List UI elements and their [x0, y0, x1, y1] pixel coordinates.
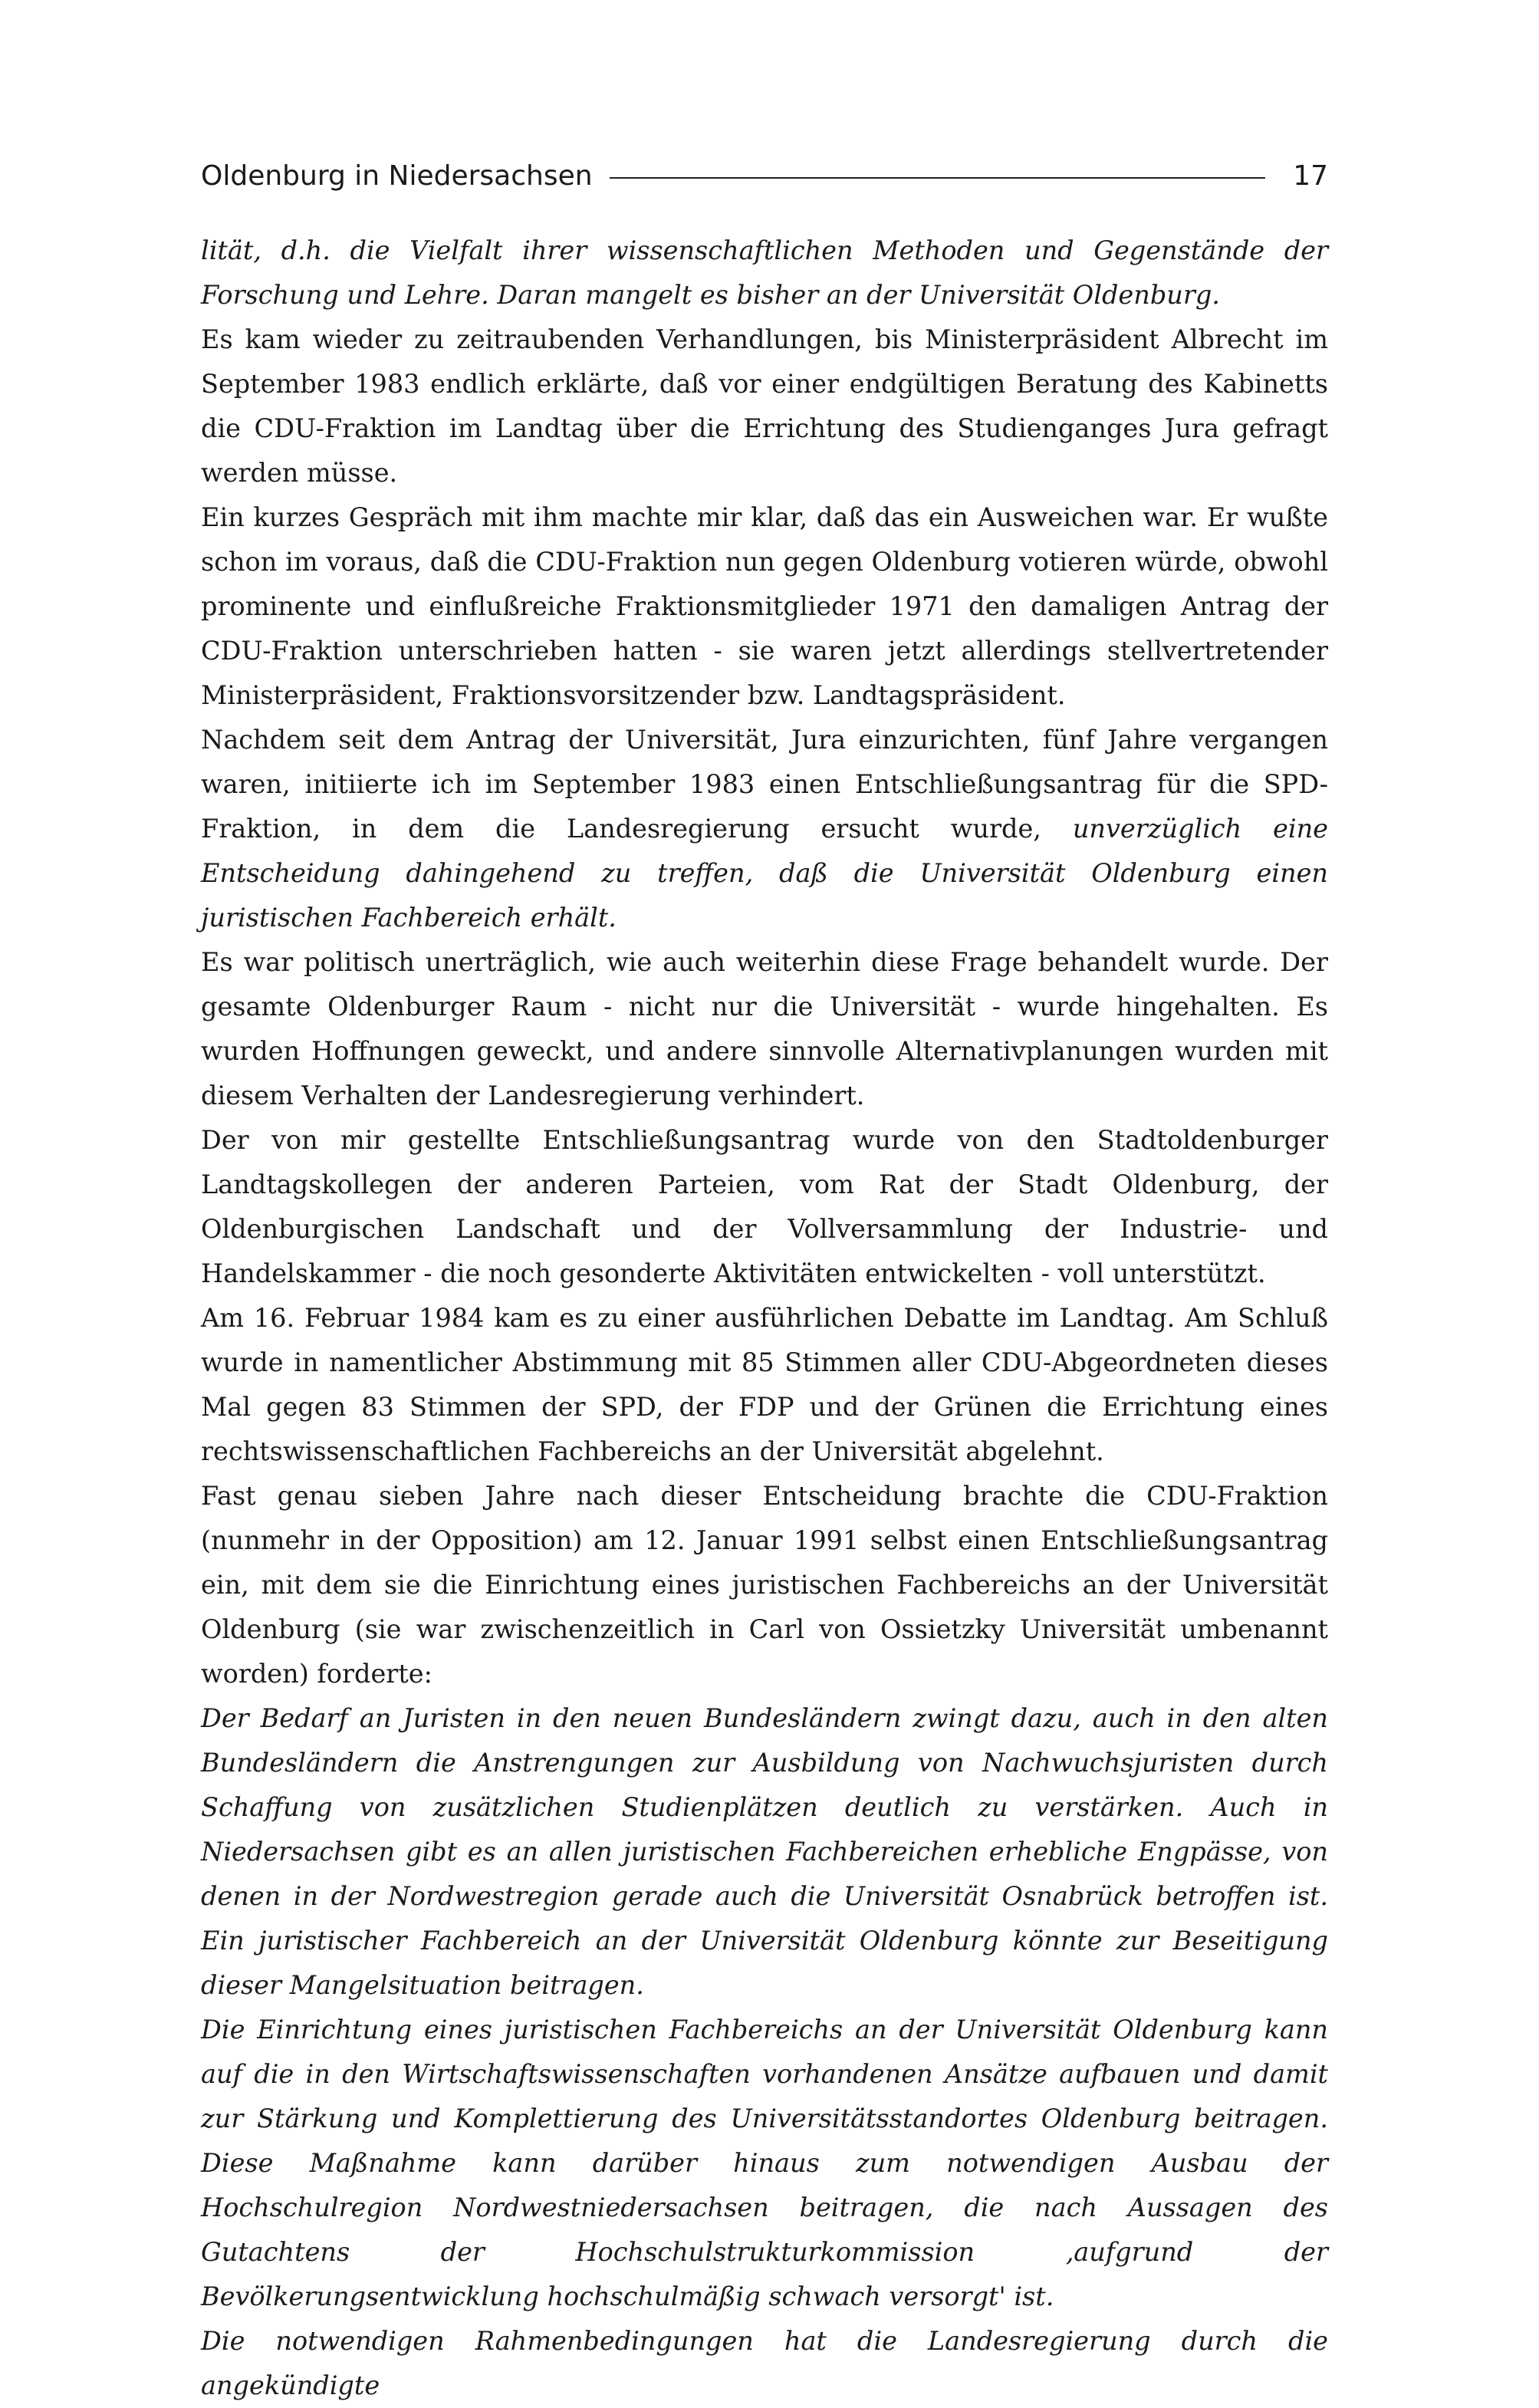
paragraph [201, 1474, 1328, 1696]
paragraph [201, 718, 1328, 940]
italic-quote-text: lität, d.h. die Vielfalt ihrer wissenschaftlichen Methoden und Gegenstände der Forschung und Lehre. Daran mangelt es bisher an der Universität Oldenburg. [201, 235, 1328, 310]
paragraph [201, 2319, 1328, 2408]
paragraph [201, 317, 1328, 495]
paragraph-text: Es kam wieder zu zeitraubenden Verhandlungen, bis Ministerpräsident Albrecht im September 1983 endlich erklärte, daß vor einer endgültigen Beratung des Kabinetts die CDU-Fraktion im Landtag über die Errichtung des Studienganges Jura gefragt werden müsse. [201, 324, 1328, 488]
running-head-title: Oldenburg in Niedersachsen [201, 160, 593, 192]
italic-quote-text: Die Einrichtung eines juristischen Fachbereichs an der Universität Oldenburg kann auf die in den Wirtschaftswissenschaften vorhandenen Ansätze aufbauen und damit zur Stärkung und Komplettierung des Universitätsstandortes Oldenburg beitragen. Diese Maßnahme kann darüber hinaus zum notwendigen Ausbau der Hochschulregion Nordwestniedersachsen beitragen, die nach Aussagen des Gutachtens der Hochschulstrukturkommission ‚aufgrund der Bevölkerungsentwicklung hochschulmäßig schwach versorgt' ist. [201, 2015, 1328, 2311]
paragraph [201, 229, 1328, 317]
italic-quote-text: unverzüglich eine Entscheidung dahingehend zu treffen, daß die Universität Oldenburg einen juristischen Fachbereich erhält. [201, 814, 1328, 933]
italic-quote-text: Die notwendigen Rahmenbedingungen hat die Landesregierung durch die angekündigte [201, 2326, 1328, 2400]
italic-quote-text: Der Bedarf an Juristen in den neuen Bundesländern zwingt dazu, auch in den alten Bundesländern die Anstrengungen zur Ausbildung von Nachwuchsjuristen durch Schaffung von zusätzlichen Studienplätzen deutlich zu verstärken. Auch in Niedersachsen gibt es an allen juristischen Fachbereichen erhebliche Engpässe, von denen in der Nordwestregion gerade auch die Universität Osnabrück betroffen ist. Ein juristischer Fachbereich an der Universität Oldenburg könnte zur Beseitigung dieser Mangelsituation beitragen. [201, 1703, 1328, 2000]
paragraph [201, 1118, 1328, 1296]
paragraph-text: Der von mir gestellte Entschließungsantrag wurde von den Stadtoldenburger Landtagskollegen der anderen Parteien, vom Rat der Stadt Oldenburg, der Oldenburgischen Landschaft und der Vollversammlung der Industrie- und Handelskammer - die noch gesonderte Aktivitäten entwickelten - voll unterstützt. [201, 1125, 1328, 1288]
body-text [201, 229, 1328, 2408]
book-page [201, 153, 1328, 2408]
paragraph [201, 2008, 1328, 2319]
running-head-rule [610, 177, 1266, 179]
paragraph-text: Ein kurzes Gespräch mit ihm machte mir klar, daß das ein Ausweichen war. Er wußte schon im voraus, daß die CDU-Fraktion nun gegen Oldenburg votieren würde, obwohl prominente und einflußreiche Fraktionsmitglieder 1971 den damaligen Antrag der CDU-Fraktion unterschrieben hatten - sie waren jetzt allerdings stellvertretender Ministerpräsident, Fraktionsvorsitzender bzw. Landtagspräsident. [201, 502, 1328, 710]
paragraph [201, 940, 1328, 1118]
paragraph-text: Nachdem seit dem Antrag der Universität, Jura einzurichten, fünf Jahre vergangen waren, initiierte ich im September 1983 einen Entschließungsantrag für die SPD-Fraktion, in dem die Landesregierung ersucht wurde, [201, 725, 1328, 844]
running-head [201, 153, 1328, 199]
paragraph [201, 495, 1328, 718]
paragraph-text: Es war politisch unerträglich, wie auch weiterhin diese Frage behandelt wurde. Der gesamte Oldenburger Raum - nicht nur die Universität - wurde hingehalten. Es wurden Hoffnungen geweckt, und andere sinnvolle Alternativplanungen wurden mit diesem Verhalten der Landesregierung verhindert. [201, 947, 1328, 1110]
paragraph-text: Am 16. Februar 1984 kam es zu einer ausführlichen Debatte im Landtag. Am Schluß wurde in namentlicher Abstimmung mit 85 Stimmen aller CDU-Abgeordneten dieses Mal gegen 83 Stimmen der SPD, der FDP und der Grünen die Errichtung eines rechtswissenschaftlichen Fachbereichs an der Universität abgelehnt. [201, 1303, 1328, 1466]
page-number: 17 [1293, 160, 1328, 192]
paragraph-text: Fast genau sieben Jahre nach dieser Entscheidung brachte die CDU-Fraktion (nunmehr in der Opposition) am 12. Januar 1991 selbst einen Entschließungsantrag ein, mit dem sie die Einrichtung eines juristischen Fachbereichs an der Universität Oldenburg (sie war zwischenzeitlich in Carl von Ossietzky Universität umbenannt worden) forderte: [201, 1481, 1328, 1689]
paragraph [201, 1296, 1328, 1474]
paragraph [201, 1696, 1328, 2008]
